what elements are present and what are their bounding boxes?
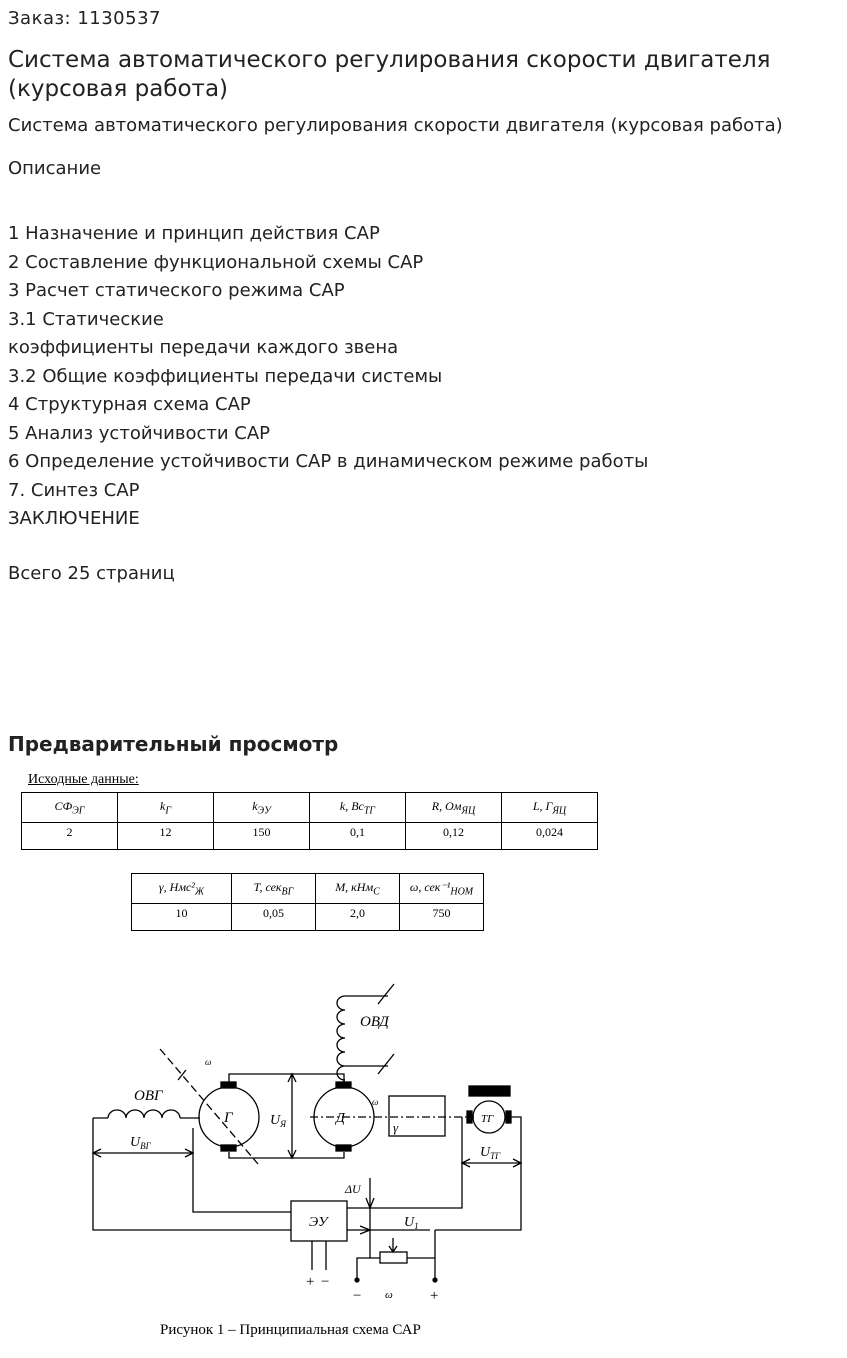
ovg-coil bbox=[108, 1088, 180, 1118]
table-cell: 0,05 bbox=[232, 904, 316, 931]
potentiometer bbox=[352, 1230, 439, 1304]
motor-label: Д bbox=[336, 1111, 345, 1126]
table-cell: 750 bbox=[400, 904, 484, 931]
svg-text:ω: ω bbox=[205, 1057, 212, 1067]
amplifier-box bbox=[291, 1201, 347, 1241]
page-subtitle: Система автоматического регулирования скорости двигателя (курсовая работа) bbox=[8, 115, 783, 136]
svg-text:−: − bbox=[352, 1288, 363, 1304]
toc-item: 7. Синтез САР bbox=[8, 479, 140, 501]
amplifier-label: ЭУ bbox=[309, 1215, 328, 1230]
table-cell: 2,0 bbox=[316, 904, 400, 931]
table-header-cell: $k_{ЭУ}$ bbox=[214, 793, 310, 823]
toc-item: 6 Определение устойчивости САР в динамическом режиме работы bbox=[8, 451, 649, 472]
table-cell: 0,1 bbox=[310, 823, 406, 850]
table-header-cell: k, $Вс_{ТГ}$ bbox=[310, 793, 406, 823]
page-title: Система автоматического регулирования скорости двигателя (курсовая работа) bbox=[8, 47, 771, 102]
table-cell: 12 bbox=[118, 823, 214, 850]
svg-text:+: + bbox=[429, 1288, 440, 1304]
motor bbox=[310, 1082, 474, 1151]
reducer-label: γ bbox=[393, 1120, 399, 1135]
svg-text:U1: $U_1$ bbox=[404, 1215, 419, 1231]
reducer-box bbox=[372, 1096, 445, 1136]
tachogenerator-label: ТГ bbox=[481, 1113, 494, 1125]
table-of-contents bbox=[8, 220, 648, 534]
figure-caption: Рисунок 1 – Принципиальная схема САР bbox=[160, 1322, 421, 1338]
toc-item: 3 Расчет статического режима САР bbox=[8, 280, 345, 301]
table-header-cell: L, $Г_{ЯЦ}$ bbox=[502, 793, 598, 823]
table-header-cell: ω, $сек^{-1}_{НОМ}$ bbox=[400, 874, 484, 904]
order-number: Заказ: 1130537 bbox=[8, 8, 161, 29]
svg-text:ω: ω bbox=[372, 1097, 379, 1107]
toc-item: 3.1 Статические bbox=[8, 308, 164, 330]
svg-text:UВГ: $U_{ВГ}$ bbox=[130, 1135, 151, 1151]
pages-total: Всего 25 страниц bbox=[8, 563, 175, 584]
ovd-coil bbox=[337, 984, 394, 1080]
table-header-cell: R, $Ом_{ЯЦ}$ bbox=[406, 793, 502, 823]
delta-u-label: ΔU bbox=[345, 1182, 361, 1196]
preview-area bbox=[0, 768, 847, 1358]
tachogenerator bbox=[467, 1086, 511, 1133]
toc-item: ЗАКЛЮЧЕНИЕ bbox=[8, 508, 140, 529]
source-data-label: Исходные данные: bbox=[28, 772, 139, 787]
table-cell: 150 bbox=[214, 823, 310, 850]
table-cell: 0,024 bbox=[502, 823, 598, 850]
preview-heading: Предварительный просмотр bbox=[8, 732, 339, 756]
table-header-cell: $СФ_{ЭГ}$ bbox=[22, 793, 118, 823]
toc-item: 4 Структурная схема САР bbox=[8, 394, 251, 415]
principal-scheme-diagram bbox=[0, 768, 847, 1358]
svg-text:UЯ: $U_Я$ bbox=[270, 1113, 287, 1129]
generator bbox=[160, 1049, 259, 1164]
svg-text:−: − bbox=[320, 1274, 331, 1290]
table-cell: 2 bbox=[22, 823, 118, 850]
table-cell: 0,12 bbox=[406, 823, 502, 850]
description-heading: Описание bbox=[8, 158, 102, 179]
toc-item: коэффициенты передачи каждого звена bbox=[8, 337, 399, 358]
generator-label: Г bbox=[224, 1110, 233, 1126]
toc-item: 5 Анализ устойчивости САР bbox=[8, 422, 271, 444]
table-header-cell: T, сек$_{ВГ}$ bbox=[232, 874, 316, 904]
svg-text:+: + bbox=[305, 1274, 316, 1290]
toc-item: 2 Составление функциональной схемы САР bbox=[8, 251, 424, 273]
svg-text:ω: ω bbox=[385, 1289, 393, 1301]
ovg-label: ОВГ bbox=[134, 1088, 163, 1104]
svg-text:UТГ: $U_{ТГ}$ bbox=[480, 1145, 501, 1161]
table-cell: 10 bbox=[132, 904, 232, 931]
table-header-cell: $k_Г$ bbox=[118, 793, 214, 823]
table-header-cell: γ, $Нмс^2_Ж$ bbox=[132, 874, 232, 904]
ovd-label: ОВД bbox=[360, 1014, 389, 1030]
table-header-cell: M, кНм$_С$ bbox=[316, 874, 400, 904]
toc-item: 3.2 Общие коэффициенты передачи системы bbox=[8, 365, 443, 387]
toc-item: 1 Назначение и принцип действия САР bbox=[8, 223, 380, 244]
